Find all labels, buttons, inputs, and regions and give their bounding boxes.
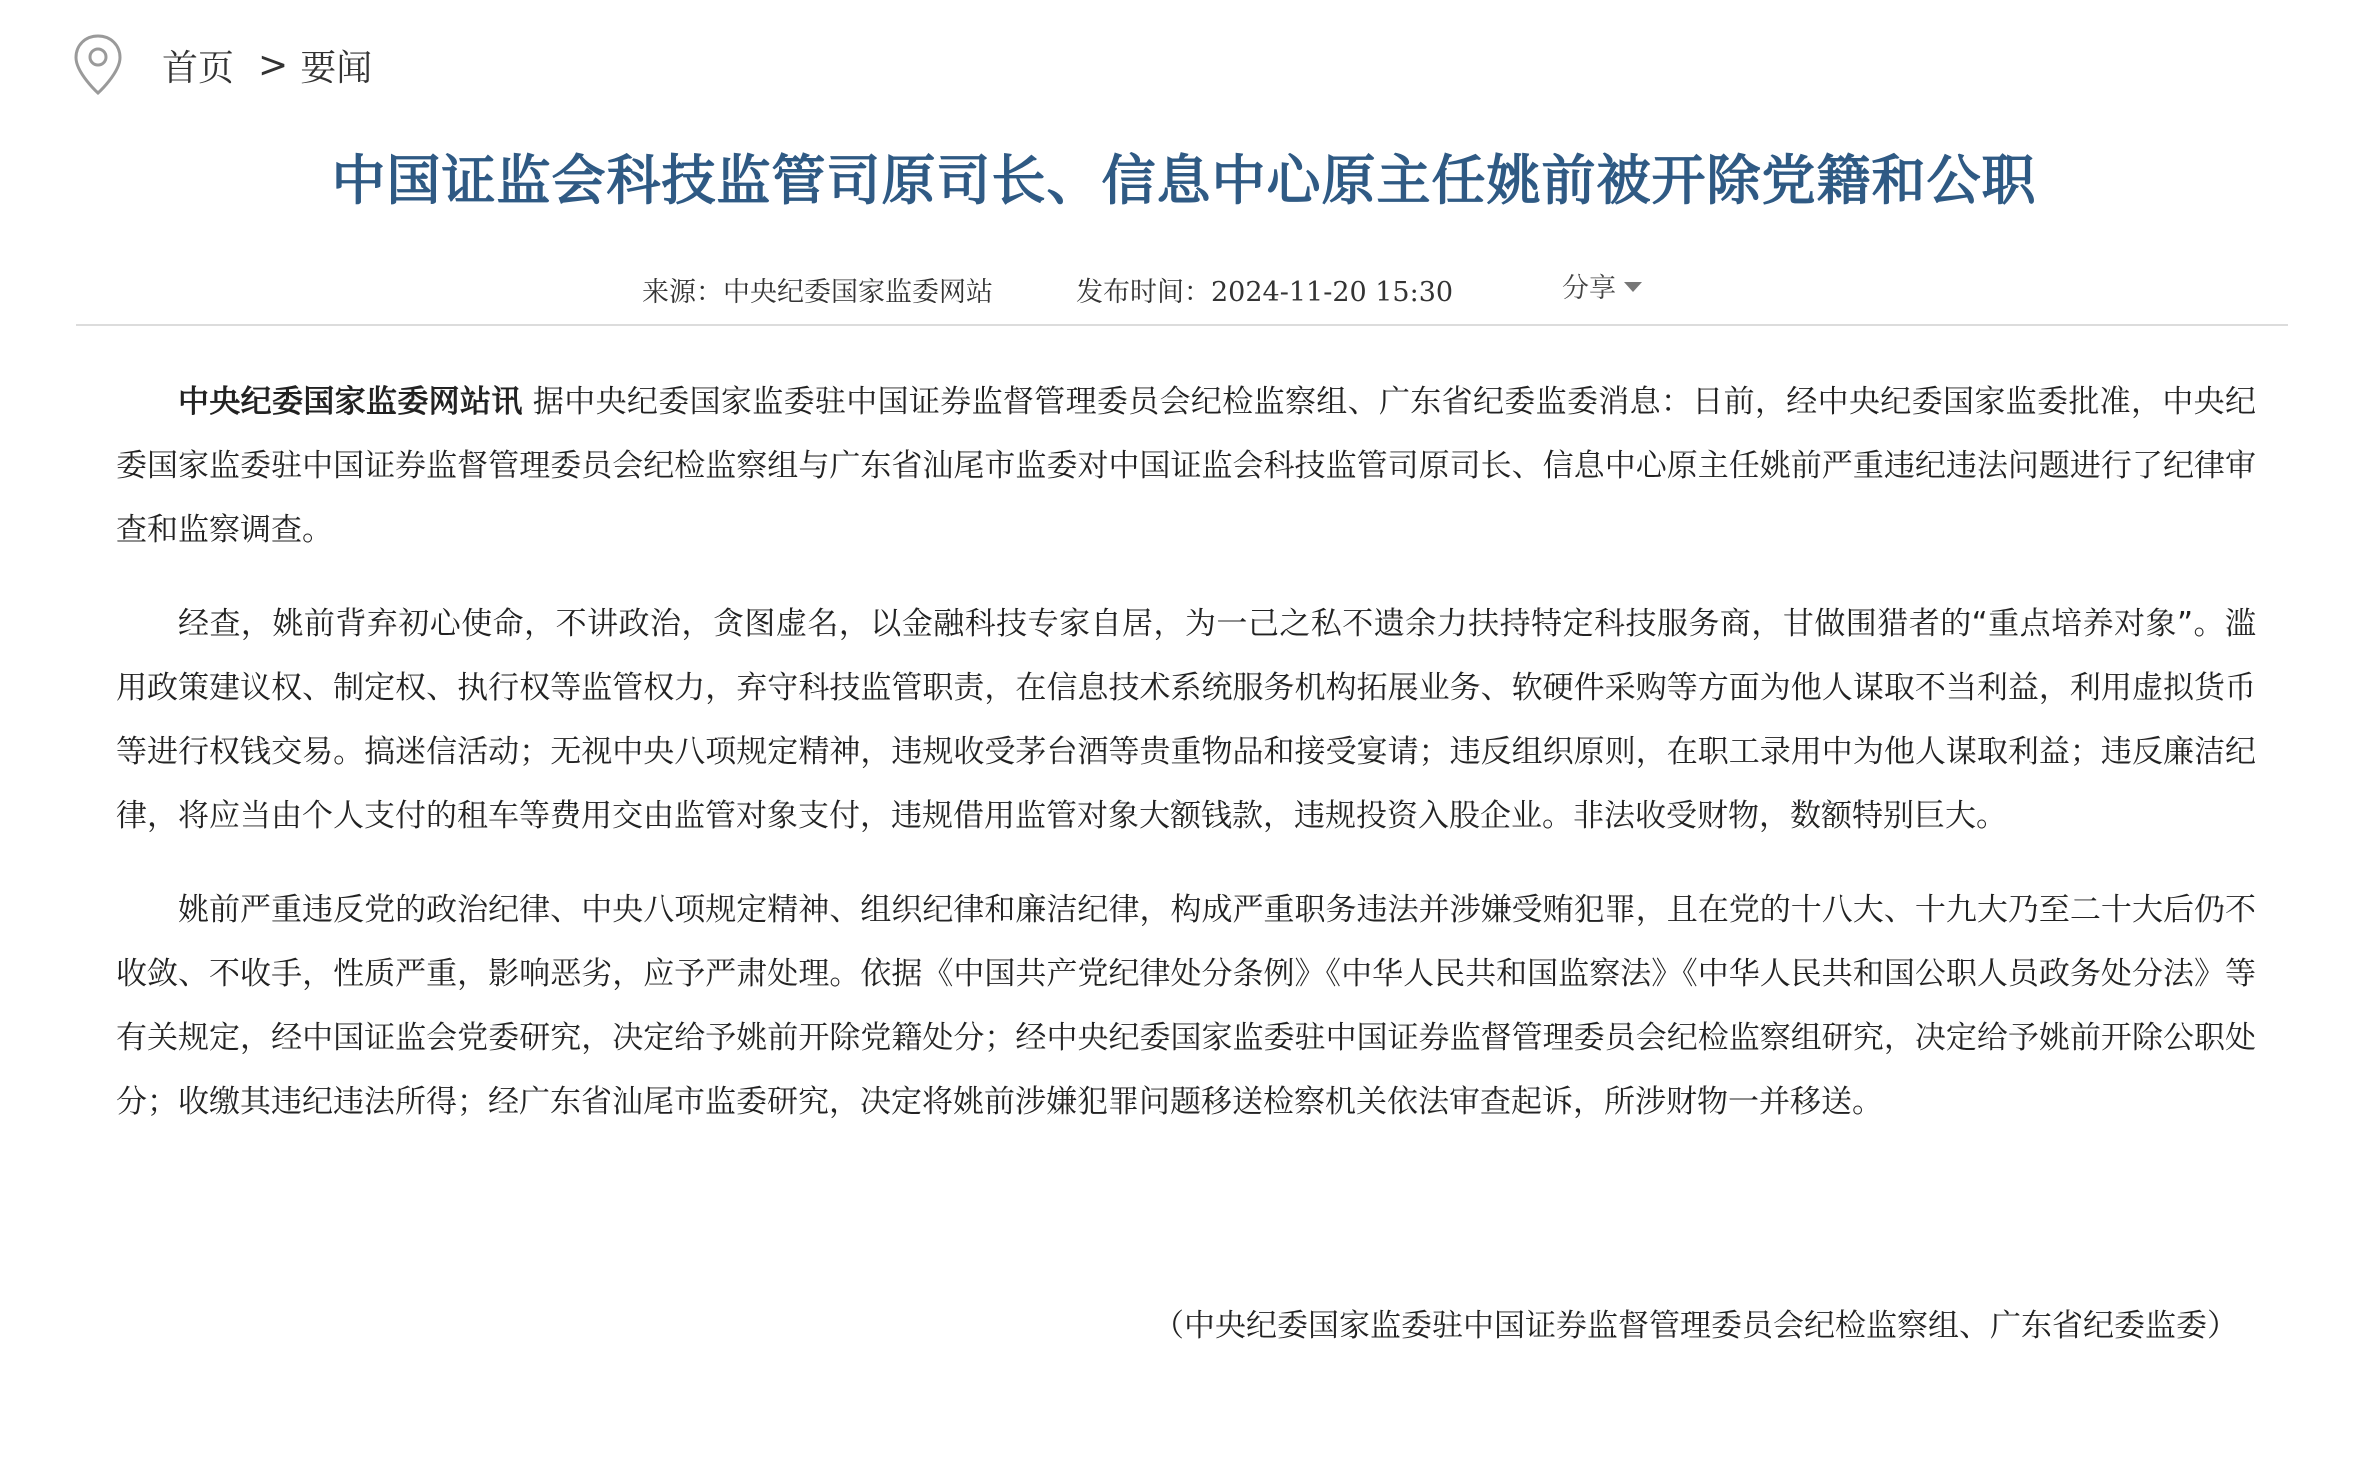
- paragraph-text: 据中央纪委国家监委驻中国证券监督管理委员会纪检监察组、广东省纪委监委消息：日前，经中央纪委国家监委批准，中央纪委国家监委驻中国证券监督管理委员会纪检监察组与广东省汕尾市监委对中国证监会科技监管司原司长、信息中心原主任姚前严重违纪违法问题进行了纪律审查和监察调查。: [116, 384, 2257, 548]
- share-label: 分享: [1562, 273, 1616, 304]
- article-publish-time: [1076, 270, 1453, 309]
- publish-time-label: 发布时间：: [1076, 277, 1211, 308]
- breadcrumb-separator: >: [258, 44, 289, 86]
- share-dropdown[interactable]: [1562, 266, 1642, 305]
- paragraph-3: 姚前严重违反党的政治纪律、中央八项规定精神、组织纪律和廉洁纪律，构成严重职务违法并涉嫌受贿犯罪，且在党的十八大、十九大乃至二十大后仍不收敛、不收手，性质严重，影响恶劣，应予严肃处理。依据《中国共产党纪律处分条例》《中华人民共和国监察法》《中华人民共和国公职人员政务处分法》等有关规定，经中国证监会党委研究，决定给予姚前开除党籍处分；经中央纪委国家监委驻中国证券监督管理委员会纪检监察组研究，决定给予姚前开除公职处分；收缴其违纪违法所得；经广东省汕尾市监委研究，决定将姚前涉嫌犯罪问题移送检察机关依法审查起诉，所涉财物一并移送。: [116, 892, 2256, 1120]
- breadcrumb-home-link[interactable]: 首页: [162, 47, 235, 89]
- chevron-down-icon: [1624, 282, 1642, 292]
- location-pin-icon: [72, 33, 124, 97]
- paragraph-2: 经查，姚前背弃初心使命，不讲政治，贪图虚名，以金融科技专家自居，为一己之私不遗余力扶持特定科技服务商，甘做围猎者的“重点培养对象”。滥用政策建议权、制定权、执行权等监管权力，弃守科技监管职责，在信息技术系统服务机构拓展业务、软硬件采购等方面为他人谋取不当利益，利用虚拟货币等进行权钱交易。搞迷信活动；无视中央八项规定精神，违规收受茅台酒等贵重物品和接受宴请；违反组织原则，在职工录用中为他人谋取利益；违反廉洁纪律，将应当由个人支付的租车等费用交由监管对象支付，违规借用监管对象大额钱款，违规投资入股企业。非法收受财物，数额特别巨大。: [116, 606, 2256, 834]
- header-divider: [76, 324, 2288, 326]
- paragraph-1: [116, 370, 2256, 562]
- article-source: [642, 270, 993, 309]
- source-label: 来源：: [642, 277, 723, 308]
- publish-time-value: 2024-11-20 15:30: [1211, 277, 1454, 308]
- article-signature: （中央纪委国家监委驻中国证券监督管理委员会纪检监察组、广东省纪委监委）: [1153, 1308, 2238, 1344]
- article-body: [116, 370, 2256, 1164]
- breadcrumb: [72, 30, 372, 100]
- source-value: 中央纪委国家监委网站: [723, 277, 993, 308]
- article-title: 中国证监会科技监管司原司长、信息中心原主任姚前被开除党籍和公职: [331, 148, 2037, 212]
- article-meta: [0, 262, 2368, 312]
- paragraph-lead: 中央纪委国家监委网站讯: [178, 384, 523, 420]
- breadcrumb-current-link[interactable]: 要闻: [300, 47, 373, 89]
